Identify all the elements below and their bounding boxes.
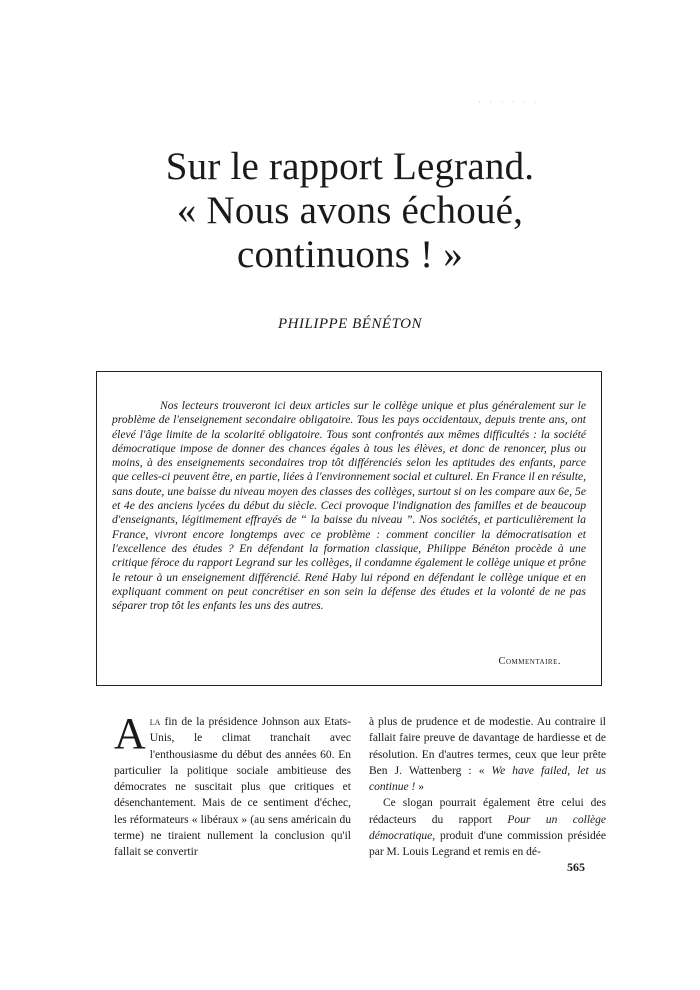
body-column-right xyxy=(369,714,606,861)
right-paragraph-2 xyxy=(369,795,606,860)
drop-cap: A xyxy=(114,709,146,758)
intro-signature: Commentaire. xyxy=(498,656,561,667)
page-number: 565 xyxy=(567,860,585,874)
right-p1-quote: We have failed, let us continue ! xyxy=(369,764,607,794)
smallcaps-word: la xyxy=(149,716,161,728)
title-line-1: Sur le rapport Legrand. xyxy=(165,145,535,188)
left-paragraph-text: fin de la présidence Johnson aux Etats-Unis, le climat tranchait avec l'enthousiasme du début des années 60. En particulier la politique sociale ambitieuse des démocrates ne suscitait plus que critiques et désenchantement. Mais de ce sentiment d'échec, les réformateurs « libéraux » (au sens américain du terme) ne tiraient nullement la conclusion qu'il fallait se convertir xyxy=(114,716,351,859)
title-line-3: continuons ! » xyxy=(237,233,463,276)
right-p2-end: , produit d'une commission présidée par M. Louis Legrand et remis en dé- xyxy=(369,830,606,859)
right-p1-start: à plus de prudence et de modestie. Au contraire il fallait faire preuve de davantage de hardiesse et de résolution. En d'autres termes, ceux que leur prête Ben J. Wattenberg : « xyxy=(369,716,606,777)
right-p2-title: Pour un collège démocratique xyxy=(369,813,606,843)
right-paragraph-1 xyxy=(369,714,606,795)
intro-text: Nos lecteurs trouveront ici deux articles sur le collège unique et plus généralement sur le problème de l'enseignement secondaire obligatoire. Tous les pays occidentaux, depuis trente ans, ont élevé l'âge limite de la scolarité obligatoire. Tous sont confrontés aux mêmes difficultés : la société démocratique impose de donner des chances égales à tous les élèves, et donc de renoncer, plus ou moins, à des enseignements secondaires trop tôt différenciés selon les aptitudes des enfants, parce que celles-ci peuvent être, en partie, liées à l'environnement social et culturel. En France il en résulte, sans doute, une baisse du niveau moyen des classes des collèges, surtout si on les compare aux 6e, 5e et 4e des anciens lycées du début du siècle. Ceci provoque l'indignation des familles et de beaucoup d'enseignants, légitimement effrayés de “ la baisse du niveau ”. Nos sociétés, et particulièrement la France, vivront encore longtemps avec ce problème : comment concilier la démocratisation et l'excellence des études ? En défendant la formation classique, Philippe Bénéton procède à une critique féroce du rapport Legrand sur les collèges, il condamne également le collège unique et prône le retour à un enseignement différencié. René Haby lui répond en défendant le collège unique et en expliquant comment on peut concrétiser en son sein la défense des études et la volonté de ne pas séparer trop tôt les enfants les uns des autres. xyxy=(112,399,586,613)
scan-noise: · · · · · · xyxy=(478,97,541,107)
right-p2-start: Ce slogan pourrait également être celui des rédacteurs du rapport xyxy=(369,797,606,826)
author-name: PHILIPPE BÉNÉTON xyxy=(278,316,422,332)
title-line-2: « Nous avons échoué, xyxy=(176,189,524,232)
editorial-intro-box xyxy=(96,371,602,686)
article-title xyxy=(100,145,600,277)
left-paragraph xyxy=(114,709,351,861)
body-column-left xyxy=(114,709,351,861)
right-p1-end: » xyxy=(415,781,424,794)
